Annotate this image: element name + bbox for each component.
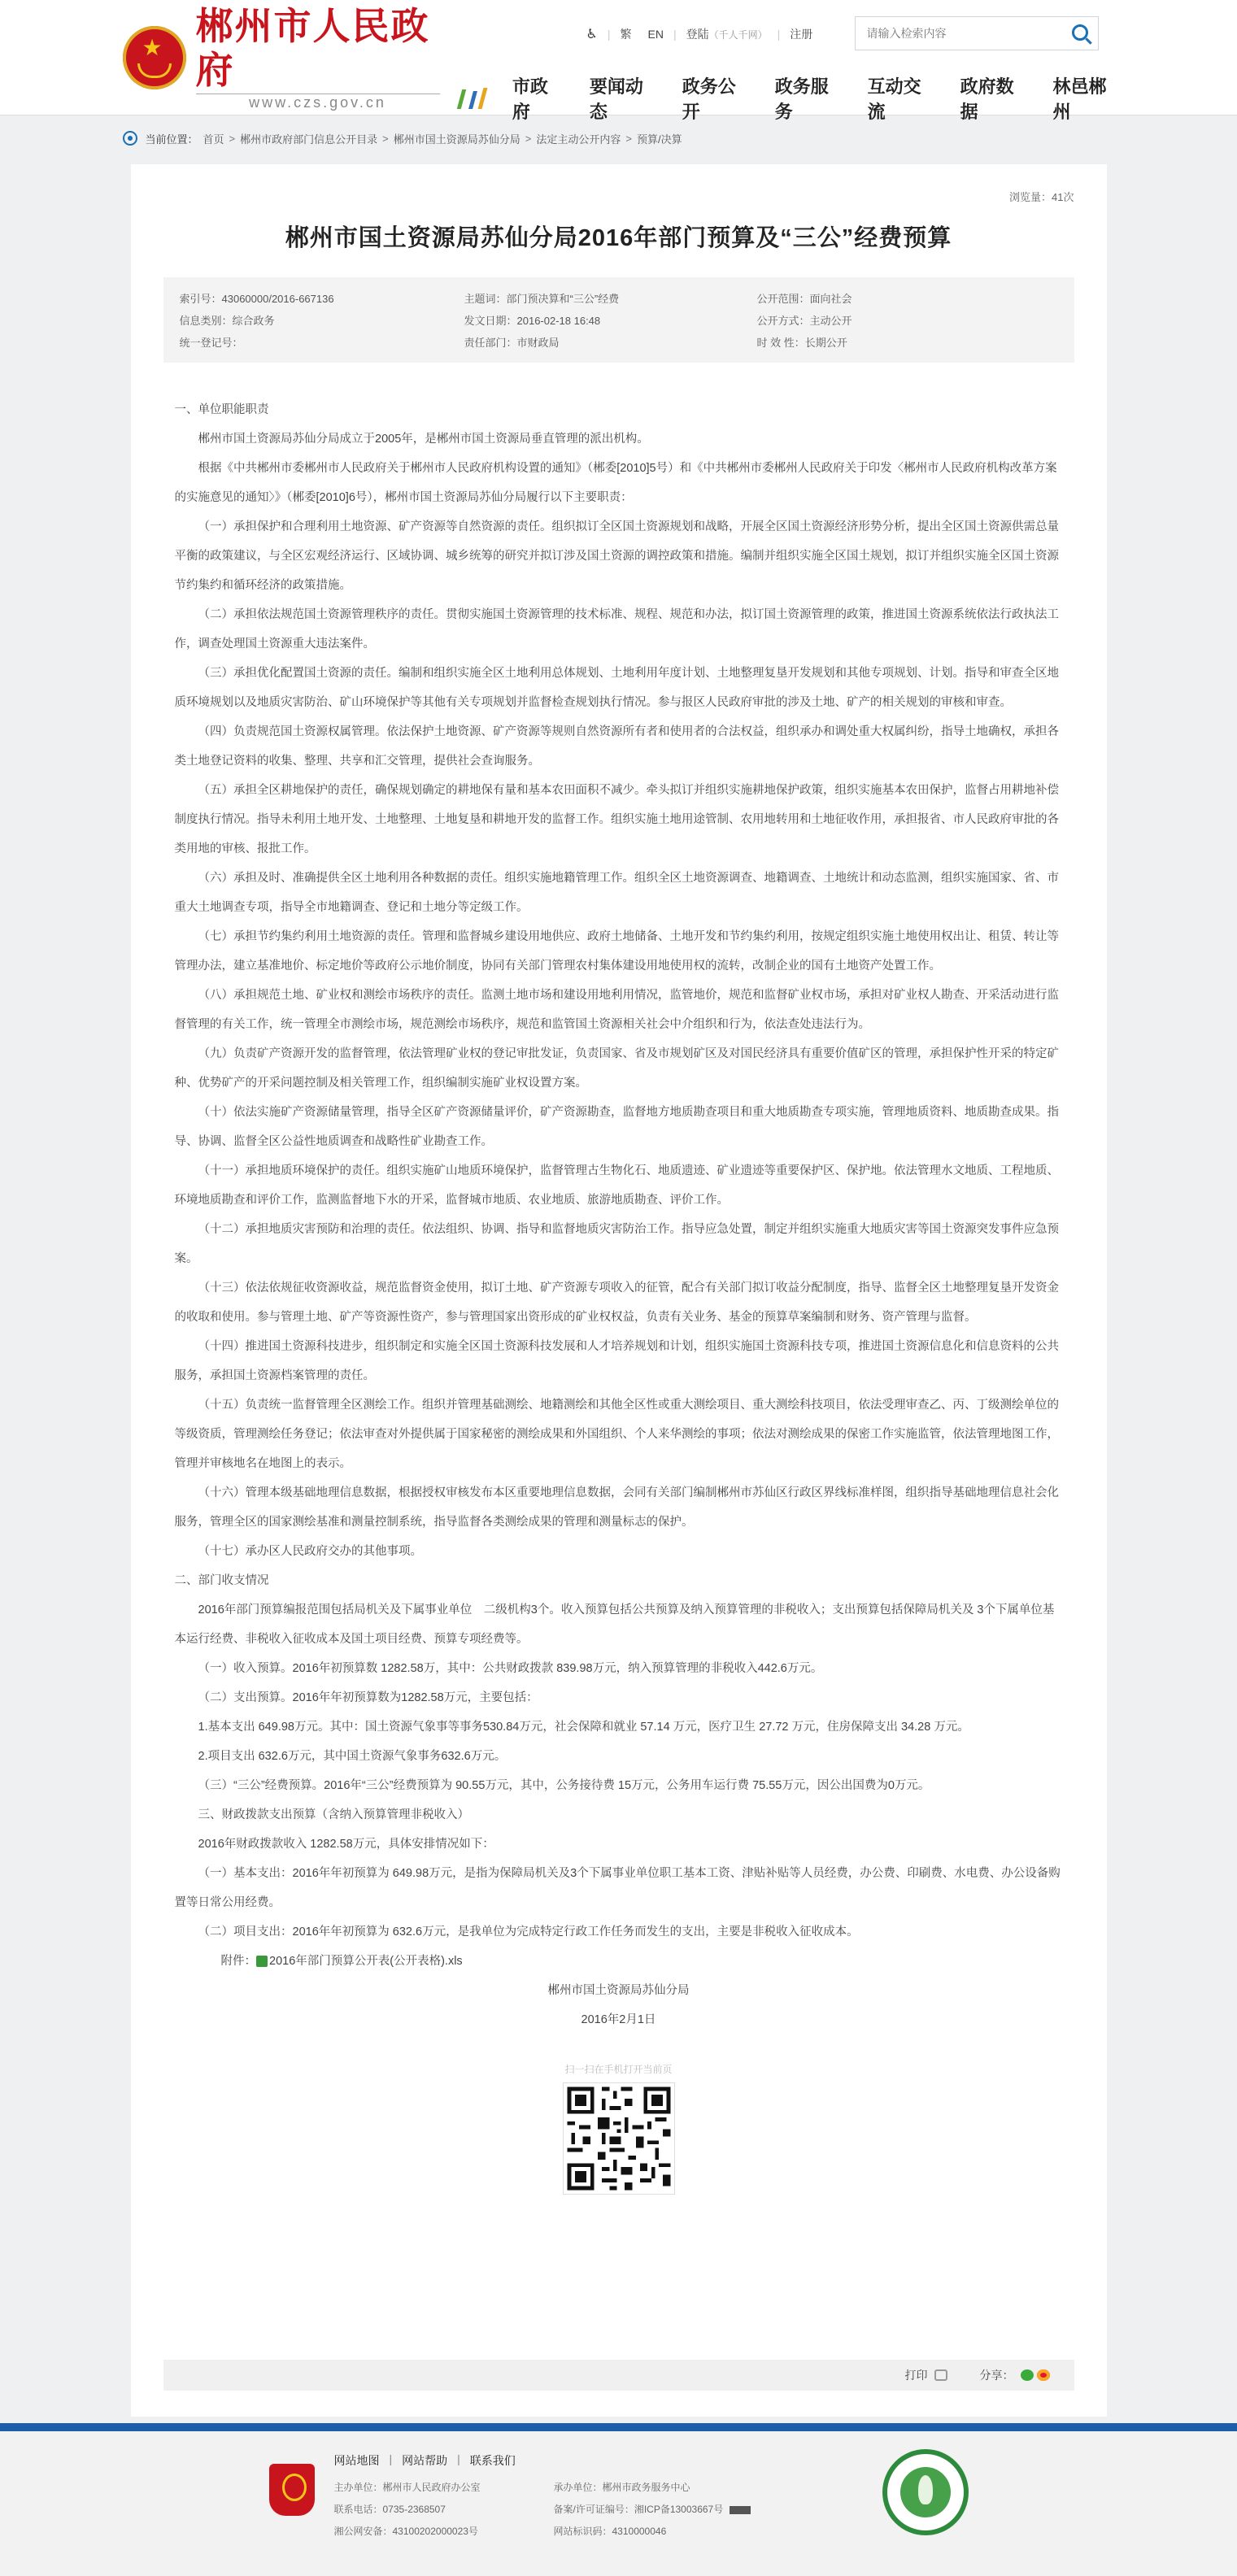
traditional-chinese-link[interactable]: 繁 xyxy=(620,28,632,41)
share-group xyxy=(980,2367,1050,2383)
article-title: 郴州市国土资源局苏仙分局2016年部门预算及“三公”经费预算 xyxy=(285,225,952,251)
footer-link-help[interactable]: 网站帮助 xyxy=(402,2454,448,2467)
qr-code xyxy=(563,2082,675,2195)
footer-link-contact[interactable]: 联系我们 xyxy=(469,2454,516,2467)
body-paragraph: （六）承担及时、准确提供全区土地利用各种数据的责任。组织实施地籍管理工作。组织全区土地资源调查、地籍调查、土地统计和动态监测，组织实施国家、省、市重大土地调查专项，指导全市地籍调查、登记和土地分等定级工作。 xyxy=(174,872,1059,914)
meta-validity: 时 效 性：长期公开 xyxy=(756,337,847,349)
body-paragraph: （十）依法实施矿产资源储量管理，指导全区矿产资源储量评价，矿产资源勘查，监督地方地质勘查项目和重大地质勘查专项实施，管理地质资料、地质勘查成果。指导、协调、监督全区公益性地质调查和战略性矿业勘查工作。 xyxy=(174,1106,1059,1148)
print-button[interactable] xyxy=(905,2367,947,2383)
body-paragraph: （三）“三公”经费预算。2016年“三公”经费预算为 90.55万元，其中，公务接待费 15万元，公务用车运行费 75.55万元，因公出国费为0万元。 xyxy=(198,1779,930,1792)
search-button[interactable] xyxy=(1069,23,1091,46)
meta-category: 信息类别：综合政务 xyxy=(179,315,275,327)
login-label: 登陆 xyxy=(686,28,709,41)
star-icon: ★ xyxy=(142,35,163,60)
breadcrumb-label: 当前位置： xyxy=(145,133,198,146)
footer-police: 湘公网安备：43100202000023号 xyxy=(333,2526,478,2537)
qr-section xyxy=(163,2062,1074,2195)
footer-icp-text: 备案/许可证编号：湘ICP备13003667号 xyxy=(553,2504,724,2515)
party-government-icon[interactable] xyxy=(269,2464,315,2516)
footer-organizer: 承办单位：郴州市政务服务中心 xyxy=(553,2482,690,2493)
sign-date: 2016年2月1日 xyxy=(581,2013,656,2026)
view-count: 浏览量：41次 xyxy=(1009,191,1074,203)
body-paragraph: （十五）负责统一监督管理全区测绘工作。组织并管理基础测绘、地籍测绘和其他全区性或重大测绘项目、重大测绘科技项目，依法受理审查乙、丙、丁级测绘单位的等级资质，管理测绘任务登记；依法审查对外提供属于国家秘密的测绘成果和外国组织、个人来华测绘的事项；依法对测绘成果的保密工作实施监管，依法管理地图工作，管理并审核地名在地图上的表示。 xyxy=(174,1399,1059,1470)
civilized-website-seal[interactable] xyxy=(882,2449,969,2535)
share-label: 分享： xyxy=(979,2369,1014,2382)
body-paragraph: 根据《中共郴州市委郴州市人民政府关于郴州市人民政府机构设置的通知》（郴委[2010]5号）和《中共郴州市委郴州人民政府关于印发〈郴州市人民政府机构改革方案的实施意见的通知〉》（郴委[2010]6号），郴州市国土资源局苏仙分局履行以下主要职责： xyxy=(174,462,1057,504)
body-paragraph: （十一）承担地质环境保护的责任。组织实施矿山地质环境保护，监督管理古生物化石、地质遗迹、矿业遗迹等重要保护区、保护地。依法管理水文地质、工程地质、环境地质勘查和评价工作，监测监督地下水的开采，监督城市地质、农业地质、旅游地质勘查、评价工作。 xyxy=(174,1164,1059,1207)
attachment-label: 附件： xyxy=(220,1955,256,1968)
cnnic-badge-icon[interactable] xyxy=(730,2506,751,2514)
attachment-link[interactable]: 2016年部门预算公开表(公开表格).xls xyxy=(269,1955,463,1968)
body-paragraph: （一）收入预算。2016年初预算数 1282.58万，其中：公共财政拨款 839.98万元，纳入预算管理的非税收入442.6万元。 xyxy=(198,1662,823,1675)
signature: 郴州市国土资源局苏仙分局 xyxy=(547,1984,690,1997)
article-body xyxy=(163,395,1074,2034)
nav-item-gov-affairs-open[interactable]: 政务公开 xyxy=(682,76,736,122)
breadcrumb-budget[interactable]: 预算/决算 xyxy=(636,133,682,146)
nav-item-city-government[interactable]: 市政府 xyxy=(512,76,548,122)
body-paragraph: 郴州市国土资源局苏仙分局成立于2005年，是郴州市国土资源局垂直管理的派出机构。 xyxy=(198,433,649,446)
site-url: www.czs.gov.cn xyxy=(196,94,440,111)
footer-host: 主办单位：郴州市人民政府办公室 xyxy=(333,2482,481,2493)
site-footer xyxy=(0,2431,1237,2576)
footer-site-code: 网站标识码：4310000046 xyxy=(553,2526,667,2537)
weibo-share-icon[interactable] xyxy=(1037,2369,1050,2381)
search-icon-handle xyxy=(1085,37,1091,44)
divider: | xyxy=(457,2452,460,2465)
register-link[interactable]: 注册 xyxy=(790,28,813,41)
location-icon xyxy=(123,131,137,146)
meta-dept: 责任部门：市财政局 xyxy=(464,337,560,349)
seal-leaf-icon xyxy=(900,2467,951,2517)
main-nav xyxy=(456,73,1115,124)
nav-item-gov-data[interactable]: 政府数据 xyxy=(960,76,1014,122)
breadcrumb-department[interactable]: 郴州市国土资源局苏仙分局 xyxy=(393,133,520,146)
divider: | xyxy=(389,2452,393,2465)
login-sub: （千人千网） xyxy=(708,29,768,41)
body-paragraph: （九）负责矿产资源开发的监督管理，依法管理矿业权的登记审批发证，负责国家、省及市规划矿区及对国民经济具有重要价值矿区的管理，承担保护性开采的特定矿种、优势矿产的开采问题控制及相关管理工作，组织编制实施矿业权设置方案。 xyxy=(174,1047,1059,1090)
body-paragraph: （十三）依法依规征收资源收益，规范监督资金使用，拟订土地、矿产资源专项收入的征管，配合有关部门拟订收益分配制度，指导、监督全区土地整理复垦开发资金的收取和使用。参与管理土地、矿产等资源性资产，参与管理国家出资形成的矿业权权益，负责有关业务、基金的预算草案编制和财务、资产管理与监督。 xyxy=(174,1281,1059,1324)
divider: | xyxy=(673,28,677,41)
body-paragraph: （十四）推进国土资源科技进步，组织制定和实施全区国土资源科技发展和人才培养规划和计划，组织实施国土资源科技专项，推进国土资源信息化和信息资料的公共服务，承担国土资源档案管理的责任。 xyxy=(174,1340,1059,1382)
home-logo-icon[interactable] xyxy=(456,86,490,111)
logo-text xyxy=(196,4,448,111)
header-inner xyxy=(123,0,1115,122)
wechat-share-icon[interactable] xyxy=(1021,2369,1034,2381)
nav-item-linyi-chenzhou[interactable]: 林邑郴州 xyxy=(1052,76,1107,122)
footer-link-sitemap[interactable]: 网站地图 xyxy=(333,2454,380,2467)
top-links xyxy=(578,26,821,42)
footer-inner xyxy=(269,2431,969,2576)
qr-code-image xyxy=(564,2083,674,2194)
breadcrumb xyxy=(123,125,1115,151)
divider: | xyxy=(607,28,611,41)
login-link[interactable] xyxy=(686,26,768,42)
print-icon xyxy=(934,2369,947,2381)
nav-item-interaction[interactable]: 互动交流 xyxy=(867,76,921,122)
article-card xyxy=(131,164,1107,2417)
breadcrumb-separator: > xyxy=(229,132,236,145)
site-name: 郴州市人民政府 xyxy=(195,5,430,91)
body-paragraph: （七）承担节约集约利用土地资源的责任。管理和监督城乡建设用地供应、政府土地储备、土地开发和节约集约利用，按规定组织实施土地使用权出让、租赁、转让等管理办法，建立基准地价、标定地价等政府公示地价制度，协同有关部门管理农村集体建设用地使用权的流转，改制企业的国有土地资产处置工作。 xyxy=(174,930,1059,973)
body-paragraph: （三）承担优化配置国土资源的责任。编制和组织实施全区土地利用总体规划、土地利用年度计划、土地整理复垦开发规划和其他专项规划、计划。指导和审查全区地质环境规划以及地质灾害防治、矿山环境保护等其他有关专项规划并监督检查规划执行情况。参与报区人民政府审批的涉及土地、矿产的相关规划的审核和审查。 xyxy=(174,667,1059,709)
meta-date: 发文日期：2016-02-18 16:48 xyxy=(464,315,601,327)
breadcrumb-statutory[interactable]: 法定主动公开内容 xyxy=(536,133,621,146)
site-logo[interactable] xyxy=(123,5,448,111)
excel-file-icon xyxy=(256,1956,268,1967)
attachment-line xyxy=(175,1947,1063,1976)
body-paragraph: （五）承担全区耕地保护的责任，确保规划确定的耕地保有量和基本农田面积不减少。牵头拟订并组织实施耕地保护政策，组织实施基本农田保护，监督占用耕地补偿制度执行情况。指导未利用土地开发、土地整理、土地复垦和耕地开发的监督工作。组织实施土地用途管制、农用地转用和土地征收作用，承担报省、市人民政府审批的各类用地的审核、报批工作。 xyxy=(174,784,1059,855)
qr-caption: 扫一扫在手机打开当前页 xyxy=(564,2064,673,2075)
body-paragraph: 2016年部门预算编报范围包括局机关及下属事业单位 二级机构3个。收入预算包括公共预算及纳入预算管理的非税收入；支出预算包括保障局机关及 3个下属单位基本运行经费、非税收入征收成本及国土项目经费、预算专项经费等。 xyxy=(174,1603,1055,1646)
search-box xyxy=(855,16,1099,50)
body-paragraph: 三、财政拨款支出预算（含纳入预算管理非税收入） xyxy=(198,1808,469,1821)
body-paragraph: （一）基本支出：2016年年初预算为 649.98万元，是指为保障局机关及3个下属事业单位职工基本工资、津贴补贴等人员经费，办公费、印刷费、水电费、办公设备购置等日常公用经费。 xyxy=(174,1867,1061,1909)
meta-method: 公开方式：主动公开 xyxy=(756,315,852,327)
nav-item-gov-services[interactable]: 政务服务 xyxy=(774,76,829,122)
english-link[interactable]: EN xyxy=(647,28,664,41)
breadcrumb-home[interactable]: 首页 xyxy=(203,133,224,146)
body-paragraph: （十七）承办区人民政府交办的其他事项。 xyxy=(198,1545,422,1558)
body-paragraph: （四）负责规范国土资源权属管理。依法保护土地资源、矿产资源等规则自然资源所有者和使用者的合法权益，组织承办和调处重大权属纠纷，指导土地确权，承担各类土地登记资料的收集、整理、共享和汇交管理，提供社会查询服务。 xyxy=(174,725,1059,768)
body-paragraph: （一）承担保护和合理利用土地资源、矿产资源等自然资源的责任。组织拟订全区国土资源规划和战略，开展全区国土资源经济形势分析，提出全区国土资源供需总量平衡的政策建议，与全区宏观经济运行、区域协调、城乡统筹的研究并拟订涉及国土资源的调控政策和措施。编制并组织实施全区国土规划，拟订并组织实施全区国土资源节约集约和循环经济的政策措施。 xyxy=(174,520,1059,592)
body-paragraph: （十六）管理本级基础地理信息数据，根据授权审核发布本区重要地理信息数据，会同有关部门编制郴州市苏仙区行政区界线标准样图，组织指导基础地理信息社会化服务，管理全区的国家测绘基准和测量控制系统，指导监督各类测绘成果的管理和测量标志的保护。 xyxy=(174,1486,1059,1529)
divider: | xyxy=(777,28,781,41)
breadcrumb-separator: > xyxy=(625,132,632,145)
accessibility-icon[interactable]: ♿ xyxy=(586,28,598,41)
body-paragraph: （二）支出预算。2016年年初预算数为1282.58万元，主要包括： xyxy=(198,1691,538,1704)
national-emblem-icon xyxy=(123,26,186,89)
body-paragraph: 2016年财政拨款收入 1282.58万元，具体安排情况如下： xyxy=(198,1838,494,1851)
body-paragraph: （二）项目支出：2016年年初预算为 632.6万元，是我单位为完成特定行政工作任务而发生的支出，主要是非税收入征收成本。 xyxy=(198,1925,859,1939)
meta-index-no: 索引号：43060000/2016-667136 xyxy=(179,293,334,305)
search-input[interactable] xyxy=(856,17,1059,50)
body-paragraph: 1.基本支出 649.98万元。其中：国土资源气象事等事务530.84万元，社会保障和就业 57.14 万元，医疗卫生 27.72 万元，住房保障支出 34.28 万元。 xyxy=(198,1721,969,1734)
section-heading: 一、单位职能职责 xyxy=(174,403,269,416)
emblem-base xyxy=(137,63,172,78)
meta-topic: 主题词：部门预决算和“三公”经费 xyxy=(464,293,620,305)
article-meta xyxy=(163,277,1074,363)
breadcrumb-separator: > xyxy=(382,132,389,145)
footer-icp xyxy=(554,2502,822,2516)
body-paragraph: （二）承担依法规范国土资源管理秩序的责任。贯彻实施国土资源管理的技术标准、规程、规范和办法，拟订国土资源管理的政策，推进国土资源系统依法行政执法工作，调查处理国土资源重大违法案件。 xyxy=(174,608,1059,651)
share-bar xyxy=(163,2360,1074,2391)
print-label: 打印 xyxy=(904,2369,928,2382)
body-paragraph: （八）承担规范土地、矿业权和测绘市场秩序的责任。监测土地市场和建设用地利用情况，监管地价，规范和监督矿业权市场，承担对矿业权人勘查、开采活动进行监督管理的有关工作，统一管理全市测绘市场，规范测绘市场秩序，规范和监管国土资源相关社会中介组织和行为，依法查处违法行为。 xyxy=(174,989,1059,1031)
footer-phone: 联系电话：0735-2368507 xyxy=(333,2504,446,2515)
body-paragraph: 2.项目支出 632.6万元，其中国土资源气象事务632.6万元。 xyxy=(198,1750,507,1763)
site-header xyxy=(0,0,1237,122)
footer-info xyxy=(334,2480,822,2538)
breadcrumb-catalog[interactable]: 郴州市政府部门信息公开目录 xyxy=(240,133,378,146)
meta-scope: 公开范围：面向社会 xyxy=(756,293,852,305)
section-heading: 二、部门收支情况 xyxy=(174,1574,269,1587)
nav-item-news[interactable]: 要闻动态 xyxy=(589,76,643,122)
body-paragraph: （十二）承担地质灾害预防和治理的责任。依法组织、协调、指导和监督地质灾害防治工作。指导应急处置，制定并组织实施重大地质灾害等国土资源突发事件应急预案。 xyxy=(174,1223,1059,1265)
footer-divider xyxy=(0,2423,1237,2431)
footer-links xyxy=(334,2452,525,2469)
meta-reg-no: 统一登记号： xyxy=(179,337,243,349)
breadcrumb-separator: > xyxy=(525,132,532,145)
